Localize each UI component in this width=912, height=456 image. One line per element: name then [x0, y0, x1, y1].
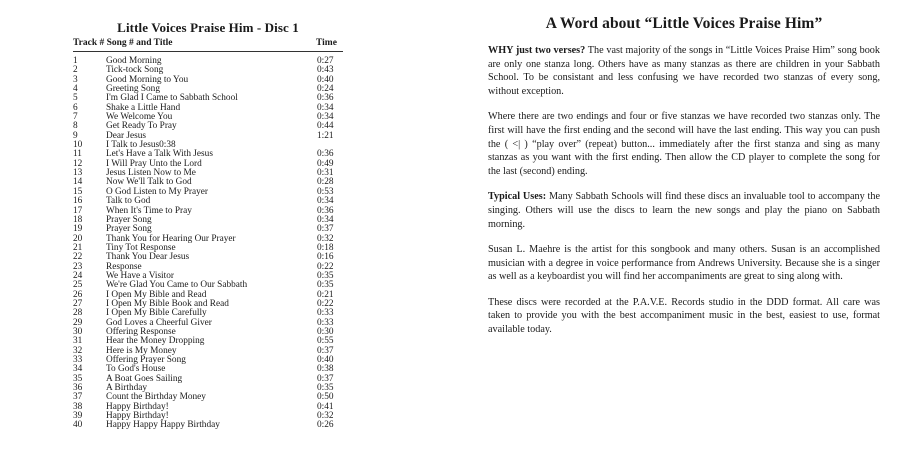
track-number: 30: [73, 326, 83, 337]
track-time: 0:32: [317, 411, 334, 422]
track-title: Happy Birthday!: [106, 411, 169, 422]
track-number: 35: [73, 373, 83, 384]
track-time: 0:49: [317, 158, 334, 169]
track-title: Here is My Money: [106, 345, 177, 356]
liner-notes-panel: [488, 15, 880, 348]
track-time: 0:44: [317, 121, 334, 132]
track-title: A Boat Goes Sailing: [106, 373, 183, 384]
notes-paragraph-endings: Where there are two endings and four or five stanzas we have recorded two stanzas only. The first will have the first ending and the second will have the last ending. This way you can push the ( <| ) “play over” (repeat) button... immediately after the first stanza and sing as many stanzas as you want with the first ending. Then allow the CD player to complete the song for the last (second) ending.: [488, 111, 880, 178]
track-time: 0:28: [317, 177, 334, 188]
uses-text: Many Sabbath Schools will find these discs an invaluable tool to accompany the singing. Others will use the discs to learn the new songs and play the piano on Sabbath morning.: [488, 191, 880, 230]
track-title: Offering Prayer Song: [106, 355, 186, 365]
track-list-header: [73, 38, 343, 52]
notes-paragraph-recording: These discs were recorded at the P.A.V.E. Records studio in the DDD format. All care was taken to provide you with the best accompaniment music in the best, easiest to use, format available today.: [488, 296, 880, 335]
track-number: 17: [73, 205, 83, 216]
notes-paragraph-why: [488, 44, 880, 99]
track-title: Prayer Song: [106, 214, 152, 225]
track-time: 0:38: [317, 364, 334, 375]
track-number: 13: [73, 168, 83, 179]
track-number: 31: [73, 336, 83, 347]
track-title: Thank You for Hearing Our Prayer: [106, 233, 236, 244]
notes-paragraph-uses: [488, 190, 880, 231]
track-title: Greeting Song: [106, 84, 160, 95]
track-number: 2: [73, 65, 78, 76]
track-song-column-header: Track # Song # and Title: [73, 38, 173, 48]
track-time: 0:37: [317, 224, 334, 235]
track-title: Thank You Dear Jesus: [106, 252, 190, 263]
track-number: 40: [73, 420, 83, 431]
track-number: 22: [73, 252, 83, 263]
track-time: 0:22: [317, 298, 334, 309]
track-title: We Welcome You: [106, 112, 173, 123]
track-time: 0:36: [317, 205, 334, 216]
track-number: 39: [73, 411, 83, 422]
track-title: God Loves a Cheerful Giver: [106, 317, 212, 328]
track-time: 0:36: [317, 149, 334, 160]
why-label: WHY just two verses?: [488, 45, 586, 56]
track-time: 0:35: [317, 383, 334, 394]
track-title: Shake a Little Hand: [106, 102, 181, 113]
track-number: 16: [73, 196, 83, 207]
track-time: 0:43: [317, 65, 334, 76]
track-number: 18: [73, 214, 83, 225]
track-number: 7: [73, 112, 78, 123]
track-number: 9: [73, 130, 78, 141]
track-number: 23: [73, 261, 83, 272]
track-title: Prayer Song: [106, 224, 152, 235]
track-time: 0:37: [317, 345, 334, 356]
track-title: O God Listen to My Prayer: [106, 186, 208, 197]
track-title: Response: [106, 261, 142, 272]
track-time: 0:34: [317, 102, 334, 113]
track-time: 0:37: [317, 373, 334, 384]
track-number: 36: [73, 383, 83, 394]
time-column-header: Time: [316, 38, 337, 48]
track-time: 0:26: [317, 420, 334, 431]
why-text: The vast majority of the songs in “Little Voices Praise Him” song book are only one stanza long. Others have as many stanzas as there are children in your Sabbath School. To be consistant and less confusing we have recorded two stanzas of every song, without exception.: [488, 45, 880, 98]
track-time: 0:40: [317, 74, 334, 85]
track-number: 14: [73, 177, 83, 188]
track-number: 25: [73, 280, 83, 291]
track-time: 0:35: [317, 270, 334, 281]
track-title: Talk to God: [106, 196, 151, 207]
track-time: 0:24: [317, 84, 334, 95]
track-time: 0:32: [317, 233, 334, 244]
track-list-panel: [73, 20, 343, 431]
track-number: 1: [73, 56, 78, 66]
track-number: 34: [73, 364, 83, 375]
track-title: Good Morning: [106, 56, 162, 66]
track-title: Now We'll Talk to God: [106, 177, 192, 188]
track-time: 0:16: [317, 252, 334, 263]
track-number: 10: [73, 140, 83, 151]
track-time: 0:33: [317, 317, 334, 328]
track-title: Offering Response: [106, 326, 176, 337]
track-title: I Open My Bible Book and Read: [106, 298, 229, 309]
track-number: 33: [73, 355, 83, 365]
track-number: 29: [73, 317, 83, 328]
track-title: Happy Birthday!: [106, 401, 169, 412]
track-number: 32: [73, 345, 83, 356]
track-title: Happy Happy Happy Birthday: [106, 420, 220, 431]
track-number: 5: [73, 93, 78, 104]
track-time: 0:18: [317, 242, 334, 253]
track-time: 0:33: [317, 308, 334, 319]
track-title: Jesus Listen Now to Me: [106, 168, 196, 179]
track-time: 0:31: [317, 168, 334, 179]
track-number: 28: [73, 308, 83, 319]
track-time: 0:30: [317, 326, 334, 337]
track-title: I Talk to Jesus0:38: [106, 140, 176, 151]
track-time: 0:50: [317, 392, 334, 403]
track-title: Good Morning to You: [106, 74, 189, 85]
track-time: 0:21: [317, 289, 334, 300]
track-number: 4: [73, 84, 78, 95]
notes-paragraph-artist: Susan L. Maehre is the artist for this songbook and many others. Susan is an accomplished musician with a degree in voice performance from Andrews University. Because she is a singer as well as a keyboardist you will find her accompaniments are great to sing along with.: [488, 243, 880, 283]
track-title: Hear the Money Dropping: [106, 336, 205, 347]
track-time: 0:22: [317, 261, 334, 272]
track-number: 6: [73, 102, 78, 113]
track-number: 19: [73, 224, 83, 235]
track-title: We Have a Visitor: [106, 270, 174, 281]
track-time: 0:41: [317, 401, 334, 412]
track-title: A Birthday: [106, 383, 148, 394]
track-number: 20: [73, 233, 83, 244]
track-list: [73, 57, 343, 431]
track-time: 0:55: [317, 336, 334, 347]
track-number: 12: [73, 158, 83, 169]
track-title: I'm Glad I Came to Sabbath School: [106, 93, 238, 104]
track-number: 15: [73, 186, 83, 197]
disc-title: Little Voices Praise Him - Disc 1: [117, 20, 299, 35]
track-time: 0:34: [317, 112, 334, 123]
track-number: 37: [73, 392, 83, 403]
track-number: 24: [73, 270, 83, 281]
track-title: Tiny Tot Response: [106, 242, 176, 253]
track-time: 0:34: [317, 214, 334, 225]
track-title: I Open My Bible and Read: [106, 289, 207, 300]
track-title: We're Glad You Came to Our Sabbath: [106, 280, 248, 291]
track-number: 26: [73, 289, 83, 300]
track-time: 0:34: [317, 196, 334, 207]
track-title: Get Ready To Pray: [106, 121, 177, 132]
track-title: Count the Birthday Money: [106, 392, 206, 403]
track-number: 8: [73, 121, 78, 132]
track-title: To God's House: [106, 364, 166, 375]
track-time: 0:27: [317, 56, 334, 66]
track-title: When It's Time to Pray: [106, 205, 192, 216]
notes-title: A Word about “Little Voices Praise Him”: [545, 15, 823, 32]
track-time: 0:40: [317, 355, 334, 365]
track-title: Let's Have a Talk With Jesus: [106, 149, 213, 160]
track-title: Tick-tock Song: [106, 65, 164, 76]
track-time: 1:21: [317, 130, 334, 141]
track-number: 21: [73, 242, 83, 253]
track-time: 0:53: [317, 186, 334, 197]
track-number: 11: [73, 149, 82, 160]
track-title: I Open My Bible Carefully: [106, 308, 207, 319]
uses-label: Typical Uses:: [488, 191, 547, 203]
track-time: 0:35: [317, 280, 334, 291]
track-number: 27: [73, 298, 83, 309]
track-number: 38: [73, 401, 83, 412]
track-row: [73, 421, 343, 430]
track-title: I Will Pray Unto the Lord: [106, 158, 202, 169]
track-time: 0:36: [317, 93, 334, 104]
track-title: Dear Jesus: [106, 130, 147, 141]
track-number: 3: [73, 74, 78, 85]
